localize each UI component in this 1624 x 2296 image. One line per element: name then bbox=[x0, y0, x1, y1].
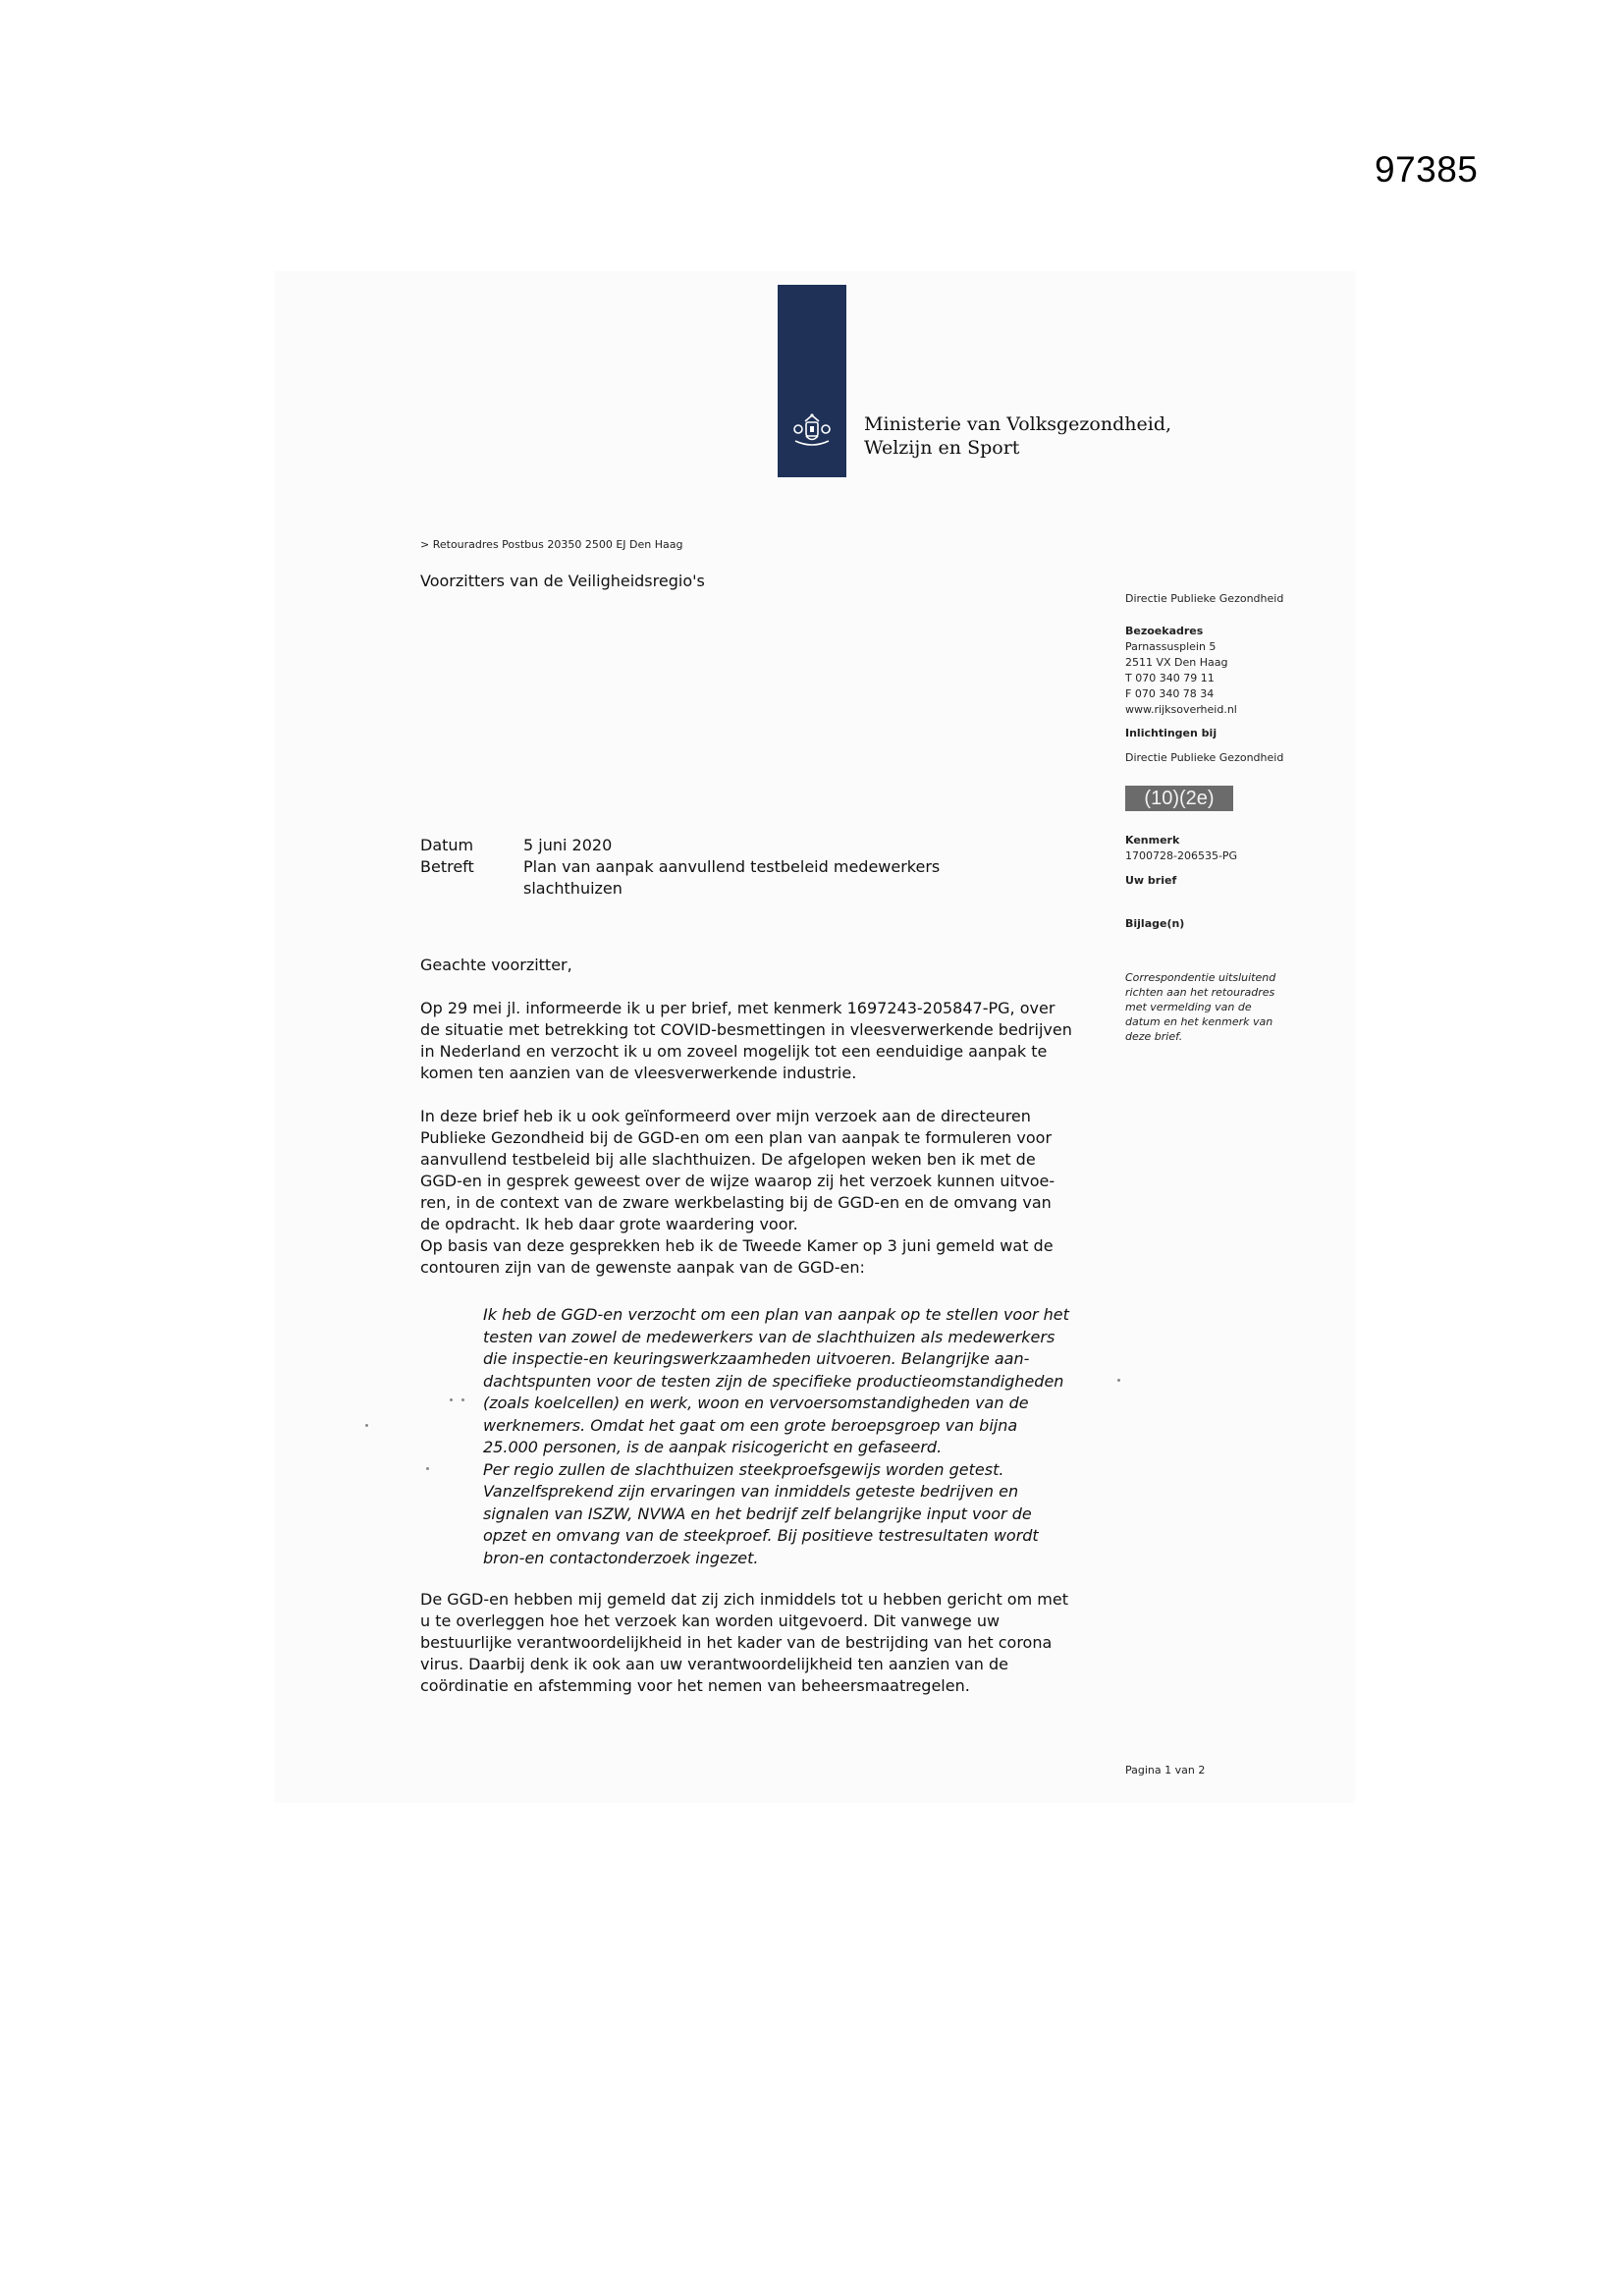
text-line: virus. Daarbij denk ik ook aan uw verantwoordelijkheid ten aanzien van de bbox=[420, 1655, 1008, 1673]
ministry-name-line-2: Welzijn en Sport bbox=[864, 437, 1020, 459]
paragraph-2 bbox=[420, 1106, 1108, 1279]
sidebar-inlichtingen-value: Directie Publieke Gezondheid bbox=[1125, 751, 1284, 764]
sidebar-correspondence-note bbox=[1125, 970, 1302, 1044]
document-number: 97385 bbox=[1375, 149, 1479, 190]
ministry-logo-bar bbox=[778, 285, 846, 477]
quote-line: testen van zowel de medewerkers van de slachthuizen als medewerkers bbox=[483, 1327, 1056, 1346]
sidebar-directie: Directie Publieke Gezondheid bbox=[1125, 592, 1284, 605]
note-line: Correspondentie uitsluitend bbox=[1125, 971, 1276, 984]
letter-body bbox=[420, 955, 1108, 1279]
betreft-value-line-2: slachthuizen bbox=[523, 879, 623, 898]
sidebar-phone: T 070 340 79 11 bbox=[1125, 672, 1215, 684]
quote-line: signalen van ISZW, NVWA en het bedrijf zelf belangrijke input voor de bbox=[483, 1503, 1032, 1523]
text-line: Op basis van deze gesprekken heb ik de Tweede Kamer op 3 juni gemeld wat de bbox=[420, 1236, 1054, 1255]
scan-speck bbox=[1117, 1379, 1120, 1382]
sidebar-reference bbox=[1125, 833, 1322, 932]
sidebar-kenmerk-label: Kenmerk bbox=[1125, 834, 1180, 847]
note-line: richten aan het retouradres bbox=[1125, 986, 1275, 999]
quote-line: Ik heb de GGD-en verzocht om een plan van aanpak op te stellen voor het bbox=[483, 1305, 1069, 1324]
text-line: de situatie met betrekking tot COVID-besmettingen in vleesverwerkende bedrijven bbox=[420, 1020, 1072, 1039]
text-line: de opdracht. Ik heb daar grote waardering voor. bbox=[420, 1215, 798, 1233]
text-line: in Nederland en verzocht ik u om zoveel mogelijk tot een eenduidige aanpak te bbox=[420, 1042, 1048, 1061]
letter-meta bbox=[420, 835, 940, 900]
text-line: komen ten aanzien van de vleesverwerkende industrie. bbox=[420, 1064, 857, 1082]
quote-line: dachtspunten voor de testen zijn de specifieke productieomstandigheden bbox=[483, 1371, 1064, 1391]
sidebar-website: www.rijksoverheid.nl bbox=[1125, 703, 1237, 716]
sidebar-inlichtingen-label: Inlichtingen bij bbox=[1125, 727, 1218, 739]
scan-speck bbox=[365, 1424, 368, 1427]
ministry-name-line-1: Ministerie van Volksgezondheid, bbox=[864, 413, 1172, 435]
quote-line: bron-en contactonderzoek ingezet. bbox=[483, 1548, 759, 1567]
note-line: met vermelding van de bbox=[1125, 1001, 1252, 1013]
quote-line: die inspectie-en keuringswerkzaamheden uitvoeren. Belangrijke aan- bbox=[483, 1349, 1030, 1368]
sidebar-kenmerk-value: 1700728-206535-PG bbox=[1125, 849, 1238, 862]
text-line: De GGD-en hebben mij gemeld dat zij zich inmiddels tot u hebben gericht om met bbox=[420, 1590, 1068, 1609]
scan-speck bbox=[450, 1398, 453, 1401]
text-line: u te overleggen hoe het verzoek kan worden uitgevoerd. Dit vanwege uw bbox=[420, 1612, 1001, 1630]
coat-of-arms-icon bbox=[789, 408, 835, 453]
text-line: aanvullend testbeleid bij alle slachthuizen. De afgelopen weken ben ik met de bbox=[420, 1150, 1036, 1169]
quoted-passage bbox=[483, 1304, 1111, 1569]
quote-line: Vanzelfsprekend zijn ervaringen van inmiddels geteste bedrijven en bbox=[483, 1482, 1019, 1501]
salutation: Geachte voorzitter, bbox=[420, 956, 572, 974]
text-line: ren, in de context van de zware werkbelasting bij de GGD-en en de omvang van bbox=[420, 1193, 1052, 1212]
datum-value: 5 juni 2020 bbox=[523, 836, 613, 854]
return-address: > Retouradres Postbus 20350 2500 EJ Den Haag bbox=[420, 538, 683, 551]
sidebar-info bbox=[1125, 591, 1322, 766]
sidebar-uw-brief-label: Uw brief bbox=[1125, 874, 1177, 887]
text-line: GGD-en in gesprek geweest over de wijze waarop zij het verzoek kunnen uitvoe- bbox=[420, 1172, 1056, 1190]
paragraph-3 bbox=[420, 1589, 1108, 1697]
quote-line: 25.000 personen, is de aanpak risicogericht en gefaseerd. bbox=[483, 1438, 943, 1456]
text-line: Publieke Gezondheid bij de GGD-en om een plan van aanpak te formuleren voor bbox=[420, 1128, 1053, 1147]
sidebar-address-line-1: Parnassusplein 5 bbox=[1125, 640, 1217, 653]
redaction-box: (10)(2e) bbox=[1125, 786, 1233, 811]
sidebar-bezoekadres-label: Bezoekadres bbox=[1125, 625, 1204, 637]
quote-line: opzet en omvang van de steekproef. Bij positieve testresultaten wordt bbox=[483, 1526, 1039, 1545]
page-number: Pagina 1 van 2 bbox=[1125, 1764, 1206, 1777]
betreft-value-line-1: Plan van aanpak aanvullend testbeleid medewerkers bbox=[523, 857, 941, 876]
note-line: deze brief. bbox=[1125, 1030, 1183, 1043]
text-line: coördinatie en afstemming voor het nemen van beheersmaatregelen. bbox=[420, 1676, 970, 1695]
text-line: Op 29 mei jl. informeerde ik u per brief, met kenmerk 1697243-205847-PG, over bbox=[420, 999, 1056, 1017]
text-line: bestuurlijke verantwoordelijkheid in het kader van de bestrijding van het corona bbox=[420, 1633, 1053, 1652]
sidebar-address-line-2: 2511 VX Den Haag bbox=[1125, 656, 1228, 669]
scan-speck bbox=[426, 1467, 429, 1470]
ministry-name bbox=[864, 412, 1171, 460]
text-line: In deze brief heb ik u ook geïnformeerd over mijn verzoek aan de directeuren bbox=[420, 1107, 1031, 1125]
datum-label: Datum bbox=[420, 836, 474, 854]
text-line: contouren zijn van de gewenste aanpak van de GGD-en: bbox=[420, 1258, 865, 1277]
paragraph-1 bbox=[420, 998, 1108, 1084]
note-line: datum en het kenmerk van bbox=[1125, 1015, 1273, 1028]
sidebar-fax: F 070 340 78 34 bbox=[1125, 687, 1215, 700]
quote-line: Per regio zullen de slachthuizen steekproefsgewijs worden getest. bbox=[483, 1459, 1004, 1479]
quote-line: (zoals koelcellen) en werk, woon en vervoersomstandigheden van de bbox=[483, 1394, 1029, 1412]
sidebar-bijlagen-label: Bijlage(n) bbox=[1125, 917, 1185, 930]
quote-line: werknemers. Omdat het gaat om een grote beroepsgroep van bijna bbox=[483, 1415, 1018, 1435]
scan-speck bbox=[461, 1398, 464, 1401]
addressee: Voorzitters van de Veiligheidsregio's bbox=[420, 572, 705, 590]
betreft-label: Betreft bbox=[420, 857, 474, 876]
